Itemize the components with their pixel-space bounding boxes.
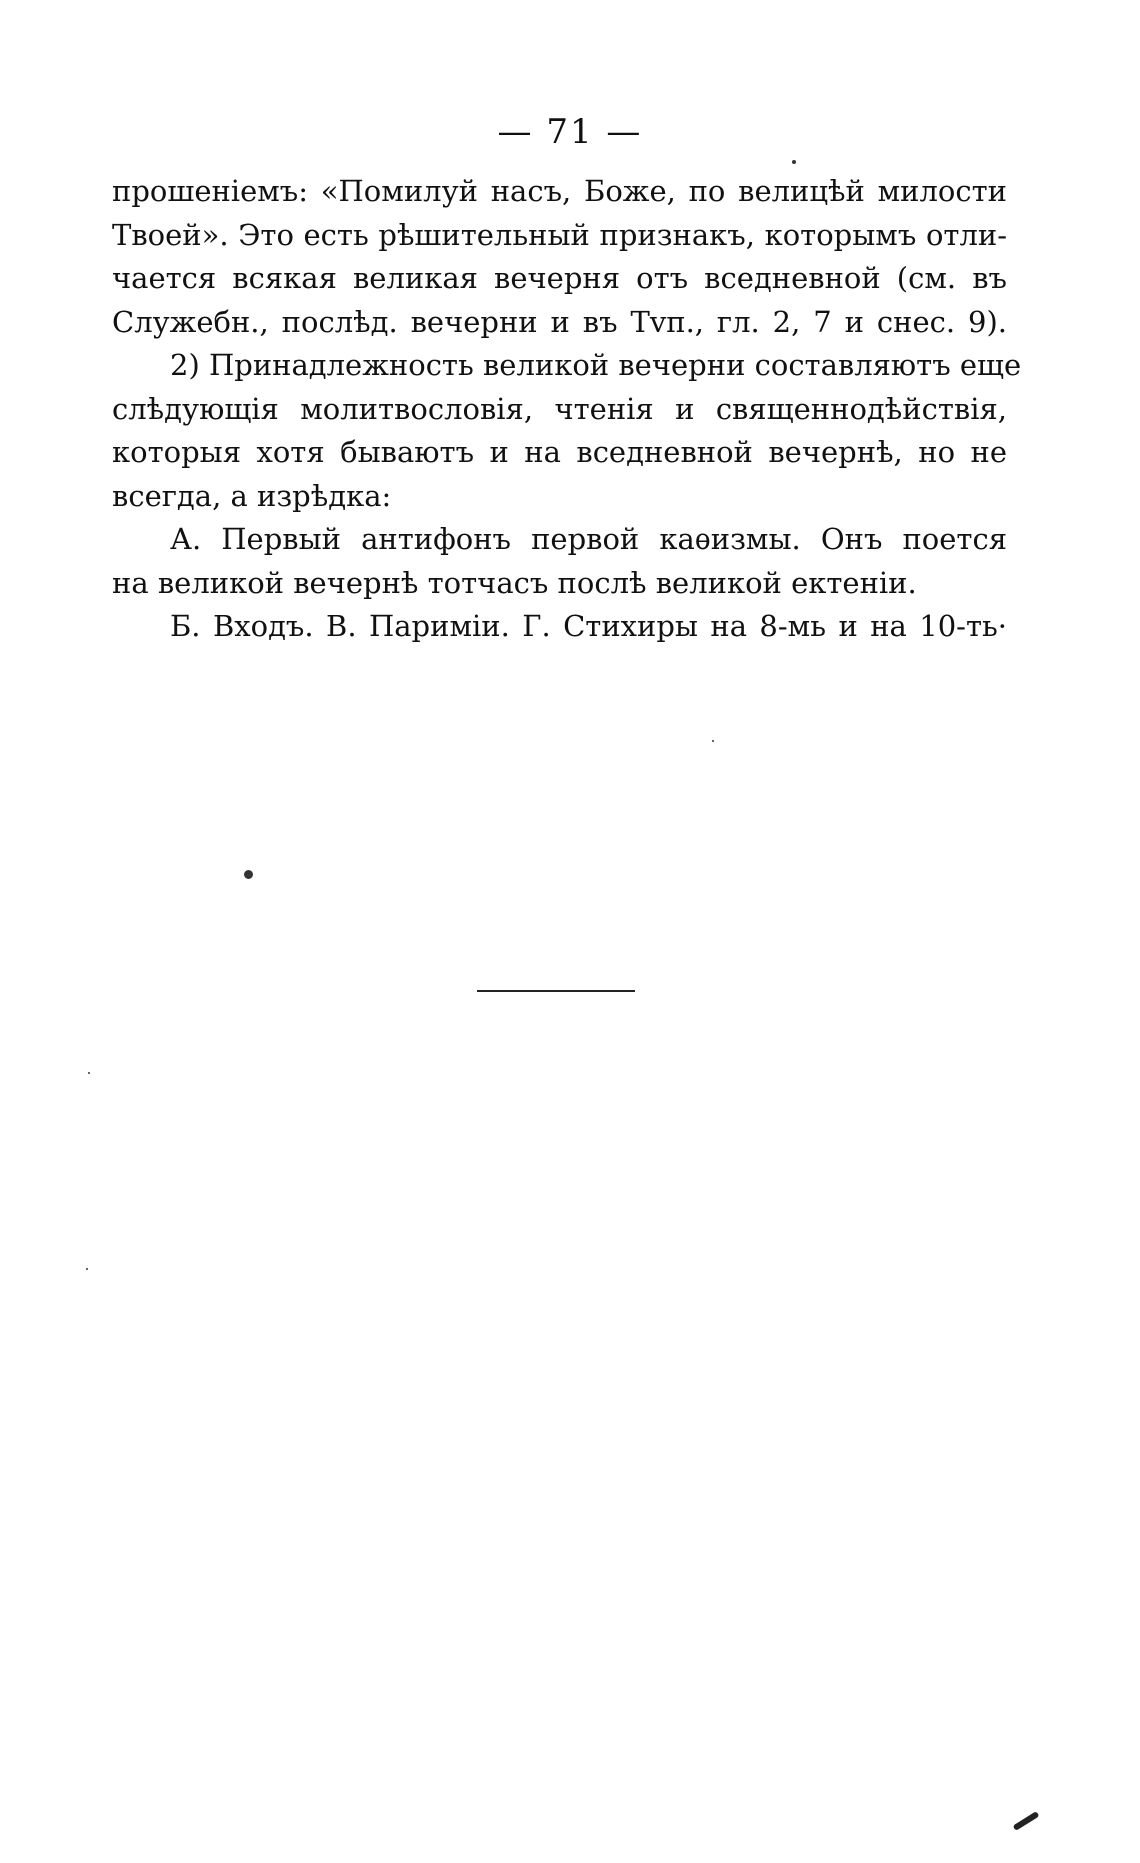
body-text: [112, 170, 1022, 649]
ink-speck: [244, 870, 253, 879]
paragraph-start-line: Б. Входъ. В. Паримiи. Г. Стихиры на 8-мь и на 10-ть·: [170, 609, 1007, 643]
text-line: прошеніемъ: «Помилуй насъ, Боже, по велицѣй милости: [112, 174, 1007, 208]
ink-mark: [1013, 1811, 1040, 1831]
text-line: Служебн., послѣд. вечерни и въ Тvп., гл. 2, 7 и снес. 9).: [112, 304, 1007, 339]
text-line: чается всякая великая вечерня отъ вседневной (см. въ: [112, 261, 1007, 295]
text-line: на великой вечернѣ тотчасъ послѣ великой ектеніи.: [112, 565, 917, 600]
text-line: всегда, а изрѣдка:: [112, 478, 392, 513]
ink-speck: [712, 740, 714, 742]
page-number: — 71 —: [497, 112, 643, 152]
section-divider-rule: [477, 990, 635, 992]
text-line: Твоей». Это есть рѣшительный признакъ, которымъ отли-: [112, 217, 1007, 252]
text-line: слѣдующія молитвословія, чтенія и священнодѣйствія,: [112, 391, 1007, 426]
ink-speck: [86, 1268, 88, 1270]
paragraph-start-line: А. Первый антифонъ первой каѳизмы. Онъ поется: [170, 522, 1007, 556]
text-line: которыя хотя бываютъ и на вседневной вечернѣ, но не: [112, 435, 1007, 469]
paragraph-start-line: 2) Принадлежность великой вечерни составляютъ еще: [170, 348, 1022, 382]
ink-speck: [88, 1072, 90, 1074]
ink-speck: [792, 160, 796, 164]
